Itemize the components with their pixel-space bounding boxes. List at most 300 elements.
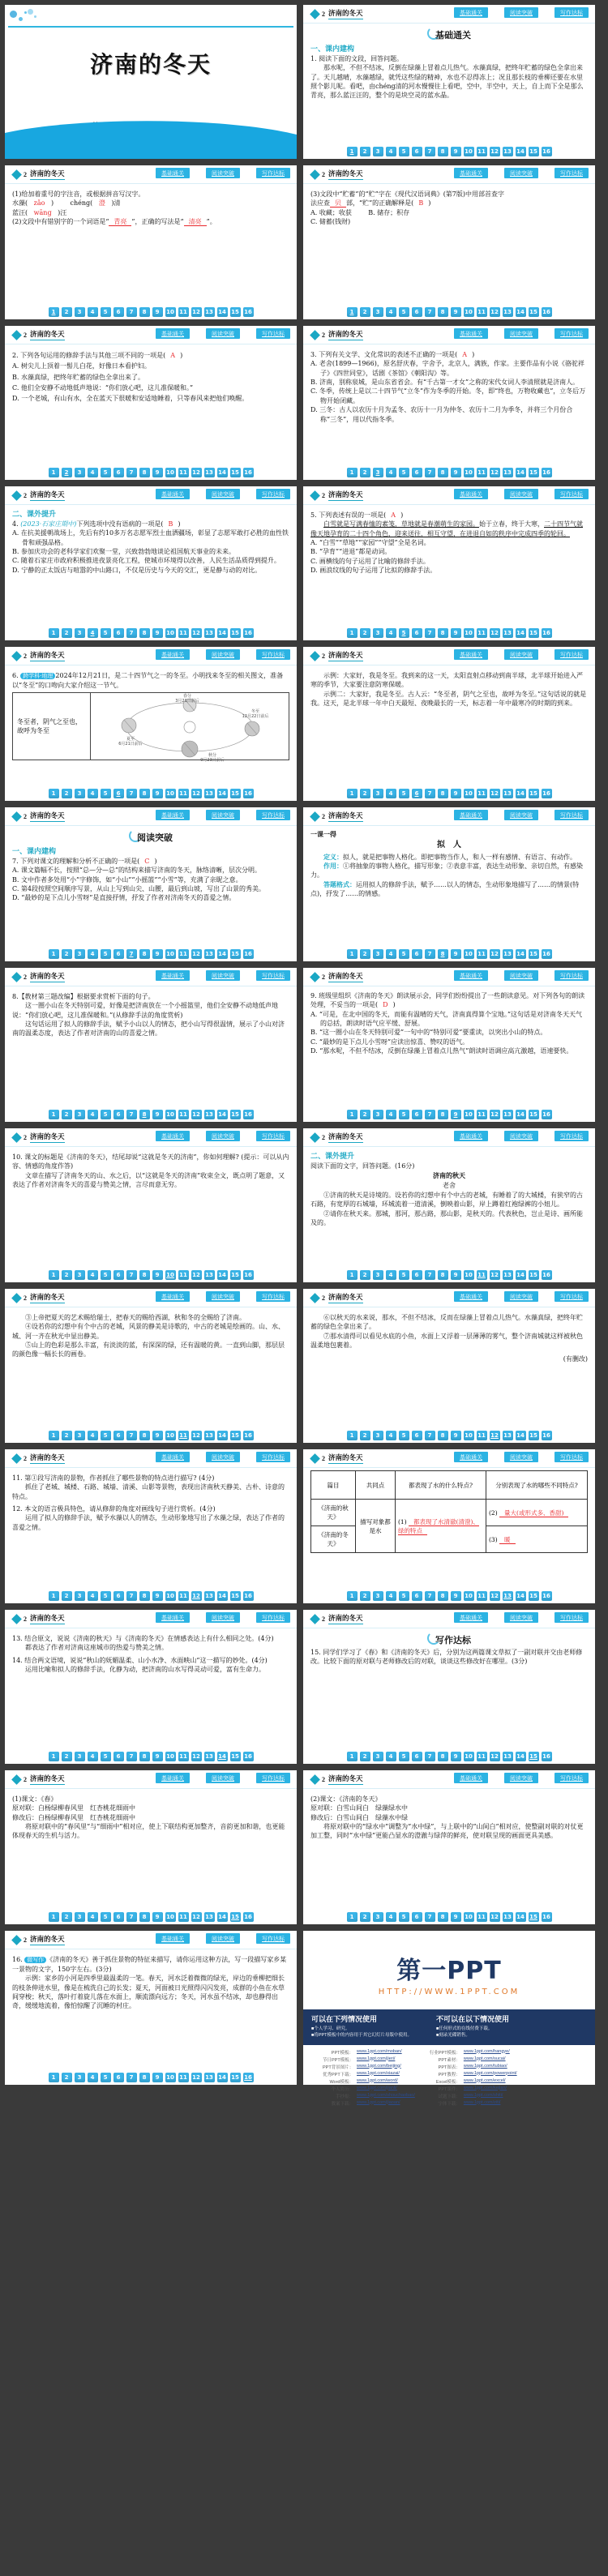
slide-25[interactable] [5,1931,297,2085]
pager-item[interactable]: 3 [75,2073,85,2082]
pager-item[interactable]: 11 [179,309,187,315]
pager-item[interactable]: 2 [62,1431,72,1440]
pager-item[interactable]: 5 [399,1591,409,1601]
pager-item[interactable]: 16 [542,1272,550,1278]
tab-yuedutupo[interactable]: 阅读突破 [206,970,240,981]
pager-item[interactable]: 16 [244,1272,252,1278]
pager-item[interactable]: 7 [126,1912,137,1922]
pager-item[interactable]: 4 [88,949,98,959]
link-url[interactable]: www.1ppt.com/jieri/ [357,2056,396,2061]
pager-item[interactable]: 9 [451,1270,461,1280]
pager-item[interactable]: 6 [113,1431,124,1440]
pager-item[interactable]: 9 [451,307,461,317]
pager-item[interactable]: 6 [113,949,124,959]
pager-item[interactable]: 1 [347,1591,358,1601]
pager-item[interactable]: 4 [386,1752,396,1761]
tab-jichutongguan[interactable]: 基础通关 [156,649,190,660]
link-row[interactable] [323,2056,415,2063]
pager-item[interactable]: 16 [244,1753,252,1760]
pager-item[interactable]: 15 [529,1432,537,1439]
pager-item[interactable]: 15 [529,469,537,476]
pager-item[interactable]: 1 [347,949,358,959]
pager-item[interactable]: 5 [101,1912,111,1922]
link-url[interactable]: www.1ppt.com/tubiao/ [463,2063,507,2069]
pager-item[interactable]: 3 [75,1431,85,1440]
pager-item[interactable]: 5 [399,1752,409,1761]
pager-item[interactable]: 2 [62,1110,72,1119]
slide-12[interactable] [303,807,595,961]
pager-item[interactable]: 1 [49,1752,59,1761]
pager-item[interactable]: 13 [205,790,213,797]
pager-item[interactable]: 14 [516,1593,525,1599]
pager-item[interactable]: 5 [399,1270,409,1280]
pager-item[interactable]: 7 [126,1110,137,1119]
pager-item[interactable]: 7 [425,1591,435,1601]
pager-item[interactable]: 16 [244,790,252,797]
pager-item[interactable]: 11 [179,1272,187,1278]
pager-item[interactable]: 11 [179,2074,187,2081]
pager-item[interactable]: 13 [205,1914,213,1920]
pager-item[interactable]: 2 [62,307,72,317]
pager-item[interactable]: 12 [490,309,499,315]
pager-item[interactable]: 8 [139,628,150,638]
pager-item[interactable]: 3 [75,468,85,477]
pager-item[interactable]: 16 [542,790,550,797]
pager-item[interactable]: 9 [152,949,163,959]
pager-item[interactable]: 2 [360,468,370,477]
tab-jichutongguan[interactable]: 基础通关 [454,489,488,499]
pager-item[interactable]: 13 [503,148,512,155]
tab-xiezuodabiao[interactable]: 写作达标 [256,1131,290,1141]
pager-item[interactable]: 10 [465,790,473,797]
pager-item[interactable]: 11 [179,790,187,797]
pager-item[interactable]: 9 [152,1110,163,1119]
pager-item[interactable]: 3 [373,1110,383,1119]
tab-jichutongguan[interactable]: 基础通关 [156,1612,190,1623]
tab-jichutongguan[interactable]: 基础通关 [454,810,488,820]
tab-yuedutupo[interactable]: 阅读突破 [206,1773,240,1783]
pager-item[interactable]: 1 [347,628,358,638]
pager-item[interactable]: 9 [152,468,163,477]
link-url[interactable]: www.1ppt.com/word/ [357,2077,398,2083]
pager-item[interactable]: 15 [529,951,537,957]
tab-xiezuodabiao[interactable]: 写作达标 [554,168,589,178]
pager-item[interactable]: 12 [192,1272,200,1278]
tab-xiezuodabiao[interactable]: 写作达标 [554,649,589,660]
pager-item[interactable]: 1 [49,1912,59,1922]
pager-item[interactable]: 9 [451,468,461,477]
pager-item[interactable]: 2 [62,468,72,477]
pager-item[interactable]: 4 [88,1270,98,1280]
pager-item[interactable]: 5 [101,1431,111,1440]
pager-item[interactable]: 2 [360,1431,370,1440]
pager-item[interactable]: 14 [218,1272,226,1278]
tab-yuedutupo[interactable]: 阅读突破 [504,970,538,981]
pager-item[interactable]: 8 [139,1110,150,1119]
pager-item[interactable]: 14 [218,951,226,957]
pager-item[interactable]: 7 [425,147,435,156]
slide-10[interactable] [303,647,595,801]
tab-xiezuodabiao[interactable]: 写作达标 [554,970,589,981]
pager-item[interactable]: 12 [490,1111,499,1118]
pager-item[interactable]: 7 [425,949,435,959]
pager-item[interactable]: 1 [347,789,358,798]
pager-item[interactable]: 11 [477,148,486,155]
pager-item[interactable]: 15 [529,790,537,797]
pager-item[interactable]: 11 [179,951,187,957]
pager-item[interactable]: 11 [477,309,486,315]
pager-item[interactable]: 6 [412,1431,422,1440]
pager-item[interactable]: 8 [438,1752,448,1761]
pager-item[interactable]: 7 [425,1752,435,1761]
pager-item[interactable]: 6 [113,2073,124,2082]
pager-item[interactable]: 11 [179,1111,187,1118]
tab-yuedutupo[interactable]: 阅读突破 [206,810,240,820]
pager-item[interactable]: 10 [465,469,473,476]
link-row[interactable] [430,2064,517,2070]
tab-jichutongguan[interactable]: 基础通关 [454,970,488,981]
pager-item[interactable]: 12 [490,469,499,476]
pager-item[interactable]: 6 [113,1591,124,1601]
slide-13[interactable] [5,968,297,1122]
tab-yuedutupo[interactable]: 阅读突破 [206,1612,240,1623]
link-url[interactable]: www.1ppt.com/shiti/ [463,2092,503,2098]
link-row[interactable] [430,2093,517,2099]
pager-item[interactable]: 3 [373,1591,383,1601]
pager-item[interactable]: 11 [179,1432,187,1439]
pager-item[interactable]: 3 [373,307,383,317]
pager-item[interactable]: 16 [244,630,252,636]
pager-item[interactable]: 11 [477,469,486,476]
pager-item[interactable]: 2 [360,1912,370,1922]
tab-xiezuodabiao[interactable]: 写作达标 [256,168,290,178]
pager-item[interactable]: 8 [139,307,150,317]
pager-item[interactable]: 4 [88,307,98,317]
pager-item[interactable]: 1 [49,2073,59,2082]
pager-item[interactable]: 12 [192,1753,200,1760]
pager-item[interactable]: 6 [113,1110,124,1119]
pager-item[interactable]: 14 [516,469,525,476]
pager-item[interactable]: 13 [205,630,213,636]
tab-xiezuodabiao[interactable]: 写作达标 [256,1612,290,1623]
pager-item[interactable]: 14 [516,1914,525,1920]
pager-item[interactable]: 1 [49,468,59,477]
pager-item[interactable]: 14 [218,469,226,476]
pager-item[interactable]: 16 [244,1111,252,1118]
tab-jichutongguan[interactable]: 基础通关 [454,1291,488,1302]
pager-item[interactable]: 6 [412,1270,422,1280]
pager-item[interactable]: 3 [75,307,85,317]
pager-item[interactable]: 5 [101,1752,111,1761]
pager-item[interactable]: 10 [166,951,174,957]
tab-xiezuodabiao[interactable]: 写作达标 [554,1131,589,1141]
pager-item[interactable]: 7 [425,307,435,317]
pager-item[interactable]: 10 [166,630,174,636]
pager-item[interactable]: 11 [477,1593,486,1599]
tab-xiezuodabiao[interactable]: 写作达标 [256,649,290,660]
pager-item[interactable]: 13 [205,1593,213,1599]
pager-item[interactable]: 10 [465,1753,473,1760]
pager-item[interactable]: 5 [399,468,409,477]
tab-jichutongguan[interactable]: 基础通关 [156,1452,190,1462]
pager-item[interactable]: 11 [477,790,486,797]
pager-item[interactable]: 7 [126,1270,137,1280]
tab-xiezuodabiao[interactable]: 写作达标 [256,810,290,820]
pager-item[interactable]: 5 [101,2073,111,2082]
pager-item[interactable]: 3 [75,949,85,959]
pager-item[interactable]: 14 [516,630,525,636]
pager-item[interactable]: 11 [477,1111,486,1118]
pager-item[interactable]: 12 [490,951,499,957]
pager-item[interactable]: 14 [218,790,226,797]
tab-yuedutupo[interactable]: 阅读突破 [206,1291,240,1302]
tab-yuedutupo[interactable]: 阅读突破 [206,1452,240,1462]
pager-item[interactable]: 12 [192,1914,200,1920]
pager-item[interactable]: 5 [399,628,409,638]
pager-item[interactable]: 15 [231,951,239,957]
pager-item[interactable]: 14 [516,951,525,957]
pager-item[interactable]: 6 [113,468,124,477]
pager-item[interactable]: 12 [192,469,200,476]
pager-item[interactable]: 8 [438,307,448,317]
link-row[interactable] [323,2078,415,2085]
pager-item[interactable]: 12 [192,1432,200,1439]
pager-item[interactable]: 16 [244,951,252,957]
tab-jichutongguan[interactable]: 基础通关 [454,649,488,660]
slide-19[interactable] [5,1449,297,1603]
pager-item[interactable]: 14 [218,630,226,636]
pager-item[interactable]: 10 [166,1272,174,1278]
tab-jichutongguan[interactable]: 基础通关 [156,810,190,820]
pager-item[interactable]: 15 [231,1272,239,1278]
pager-item[interactable]: 10 [465,1111,473,1118]
slide-20[interactable] [303,1449,595,1603]
pager-item[interactable]: 11 [179,630,187,636]
pager-item[interactable]: 11 [477,1432,486,1439]
pager-item[interactable]: 3 [75,789,85,798]
pager-item[interactable]: 2 [360,949,370,959]
tab-yuedutupo[interactable]: 阅读突破 [504,810,538,820]
pager-item[interactable]: 7 [126,307,137,317]
pager-item[interactable]: 2 [360,147,370,156]
tab-jichutongguan[interactable]: 基础通关 [454,1452,488,1462]
pager-item[interactable]: 8 [139,1270,150,1280]
pager-item[interactable]: 14 [516,1272,525,1278]
pager-item[interactable]: 12 [192,2074,200,2081]
link-url[interactable]: www.1ppt.com/shouchaobao/ [357,2092,415,2098]
pager-item[interactable]: 13 [503,1272,512,1278]
pager-item[interactable]: 15 [529,1272,537,1278]
pager-item[interactable]: 6 [412,1752,422,1761]
tab-jichutongguan[interactable]: 基础通关 [454,7,488,18]
pager-item[interactable]: 5 [101,468,111,477]
pager-item[interactable]: 15 [231,1432,239,1439]
pager-item[interactable]: 8 [438,147,448,156]
pager-item[interactable]: 1 [49,1110,59,1119]
pager-item[interactable]: 14 [516,790,525,797]
pager-item[interactable]: 3 [373,1752,383,1761]
pager-item[interactable]: 3 [373,628,383,638]
pager-item[interactable]: 15 [529,1593,537,1599]
tab-jichutongguan[interactable]: 基础通关 [156,168,190,178]
pager-item[interactable]: 4 [386,147,396,156]
pager-item[interactable]: 9 [152,789,163,798]
pager-item[interactable]: 9 [152,1591,163,1601]
slide-21[interactable] [5,1610,297,1764]
tab-jichutongguan[interactable]: 基础通关 [454,328,488,339]
pager-item[interactable]: 4 [88,789,98,798]
pager-item[interactable]: 9 [152,628,163,638]
tab-yuedutupo[interactable]: 阅读突破 [206,1131,240,1141]
pager-item[interactable]: 5 [399,949,409,959]
pager-item[interactable]: 5 [399,147,409,156]
link-url[interactable]: www.1ppt.com/beijing/ [357,2063,401,2069]
tab-yuedutupo[interactable]: 阅读突破 [504,1452,538,1462]
pager-item[interactable]: 8 [438,1270,448,1280]
pager-item[interactable]: 9 [451,1110,461,1119]
link-url[interactable]: www.1ppt.com/sucai/ [463,2056,506,2061]
link-url[interactable]: www.1ppt.com/jianli/ [357,2085,397,2090]
pager-item[interactable]: 4 [88,1912,98,1922]
tab-yuedutupo[interactable]: 阅读突破 [206,328,240,339]
pager-item[interactable]: 13 [205,951,213,957]
link-url[interactable]: www.1ppt.com/hangye/ [463,2048,510,2054]
pager-item[interactable]: 2 [62,949,72,959]
pager-item[interactable]: 1 [49,307,59,317]
pager-item[interactable]: 6 [412,468,422,477]
pager-item[interactable]: 4 [386,1431,396,1440]
pager-item[interactable]: 15 [231,2074,239,2081]
pager-item[interactable]: 16 [542,630,550,636]
pager-item[interactable]: 7 [126,1431,137,1440]
pager-item[interactable]: 15 [529,1753,537,1760]
tab-jichutongguan[interactable]: 基础通关 [156,1291,190,1302]
pager-item[interactable]: 7 [425,468,435,477]
link-url[interactable]: www.1ppt.com/ziti/ [463,2099,501,2105]
pager-item[interactable]: 4 [88,1431,98,1440]
tab-jichutongguan[interactable]: 基础通关 [454,168,488,178]
pager-item[interactable]: 2 [62,2073,72,2082]
tab-xiezuodabiao[interactable]: 写作达标 [554,1291,589,1302]
link-row[interactable] [430,2078,517,2085]
pager-item[interactable]: 6 [113,628,124,638]
pager-item[interactable]: 10 [166,790,174,797]
pager-item[interactable]: 16 [244,2074,252,2081]
pager-item[interactable]: 11 [477,1753,486,1760]
pager-item[interactable]: 14 [218,1432,226,1439]
pager-item[interactable]: 8 [139,2073,150,2082]
link-row[interactable] [323,2100,415,2107]
pager-item[interactable]: 6 [113,307,124,317]
pager-item[interactable]: 4 [386,307,396,317]
tab-yuedutupo[interactable]: 阅读突破 [206,649,240,660]
pager-item[interactable]: 3 [75,1270,85,1280]
link-row[interactable] [323,2071,415,2077]
pager-item[interactable]: 8 [139,1591,150,1601]
tab-yuedutupo[interactable]: 阅读突破 [206,489,240,499]
tab-yuedutupo[interactable]: 阅读突破 [504,328,538,339]
link-row[interactable] [430,2049,517,2056]
pager-item[interactable]: 13 [205,309,213,315]
pager-item[interactable]: 7 [126,949,137,959]
pager-item[interactable]: 3 [373,1912,383,1922]
tab-jichutongguan[interactable]: 基础通关 [156,1131,190,1141]
link-row[interactable] [323,2086,415,2092]
pager-item[interactable]: 11 [477,1914,486,1920]
pager-item[interactable]: 7 [126,628,137,638]
pager-item[interactable]: 4 [88,2073,98,2082]
pager-item[interactable]: 3 [373,949,383,959]
pager-item[interactable]: 1 [49,1431,59,1440]
pager-item[interactable]: 6 [412,789,422,798]
slide-18[interactable] [303,1289,595,1443]
pager-item[interactable]: 6 [113,789,124,798]
pager-item[interactable]: 8 [438,949,448,959]
pager-item[interactable]: 11 [179,469,187,476]
pager-item[interactable]: 11 [179,1753,187,1760]
pager-item[interactable]: 8 [438,1431,448,1440]
pager-item[interactable]: 12 [490,1432,499,1439]
slide-3[interactable] [5,165,297,319]
pager-item[interactable]: 5 [399,1431,409,1440]
pager-item[interactable]: 16 [244,1432,252,1439]
tab-yuedutupo[interactable]: 阅读突破 [504,7,538,18]
link-row[interactable] [323,2093,415,2099]
pager-item[interactable]: 9 [451,1912,461,1922]
pager-item[interactable]: 1 [49,789,59,798]
pager-item[interactable]: 6 [412,1110,422,1119]
pager-item[interactable]: 5 [101,1270,111,1280]
pager-item[interactable]: 15 [529,1914,537,1920]
pager-item[interactable]: 4 [386,628,396,638]
pager-item[interactable]: 4 [386,789,396,798]
pager-item[interactable]: 1 [49,1270,59,1280]
pager-item[interactable]: 2 [360,1110,370,1119]
pager-item[interactable]: 12 [490,148,499,155]
slide-23[interactable] [5,1770,297,1924]
pager-item[interactable]: 12 [192,951,200,957]
pager-item[interactable]: 10 [465,1272,473,1278]
slide-24[interactable] [303,1770,595,1924]
link-row[interactable] [430,2100,517,2107]
pager-item[interactable]: 5 [399,307,409,317]
pager-item[interactable]: 8 [438,1110,448,1119]
pager-item[interactable]: 8 [139,1912,150,1922]
pager-item[interactable]: 5 [101,1110,111,1119]
pager-item[interactable]: 2 [360,1591,370,1601]
pager-item[interactable]: 1 [347,1431,358,1440]
tab-yuedutupo[interactable]: 阅读突破 [504,1773,538,1783]
pager-item[interactable]: 15 [231,309,239,315]
pager-item[interactable]: 4 [386,468,396,477]
pager-item[interactable]: 5 [101,949,111,959]
tab-jichutongguan[interactable]: 基础通关 [454,1773,488,1783]
pager-item[interactable]: 12 [192,790,200,797]
link-url[interactable]: www.1ppt.com/kejian/ [463,2085,507,2090]
link-row[interactable] [323,2064,415,2070]
slide-22[interactable] [303,1610,595,1764]
pager-item[interactable]: 11 [477,1272,486,1278]
pager-item[interactable]: 8 [438,789,448,798]
pager-item[interactable]: 13 [205,1753,213,1760]
pager-item[interactable]: 8 [139,1752,150,1761]
pager-item[interactable]: 4 [386,1912,396,1922]
slide-9[interactable] [5,647,297,801]
tab-xiezuodabiao[interactable]: 写作达标 [554,1773,589,1783]
slide-26-branding[interactable] [303,1931,595,2107]
pager-item[interactable]: 9 [451,789,461,798]
pager-item[interactable]: 16 [542,469,550,476]
